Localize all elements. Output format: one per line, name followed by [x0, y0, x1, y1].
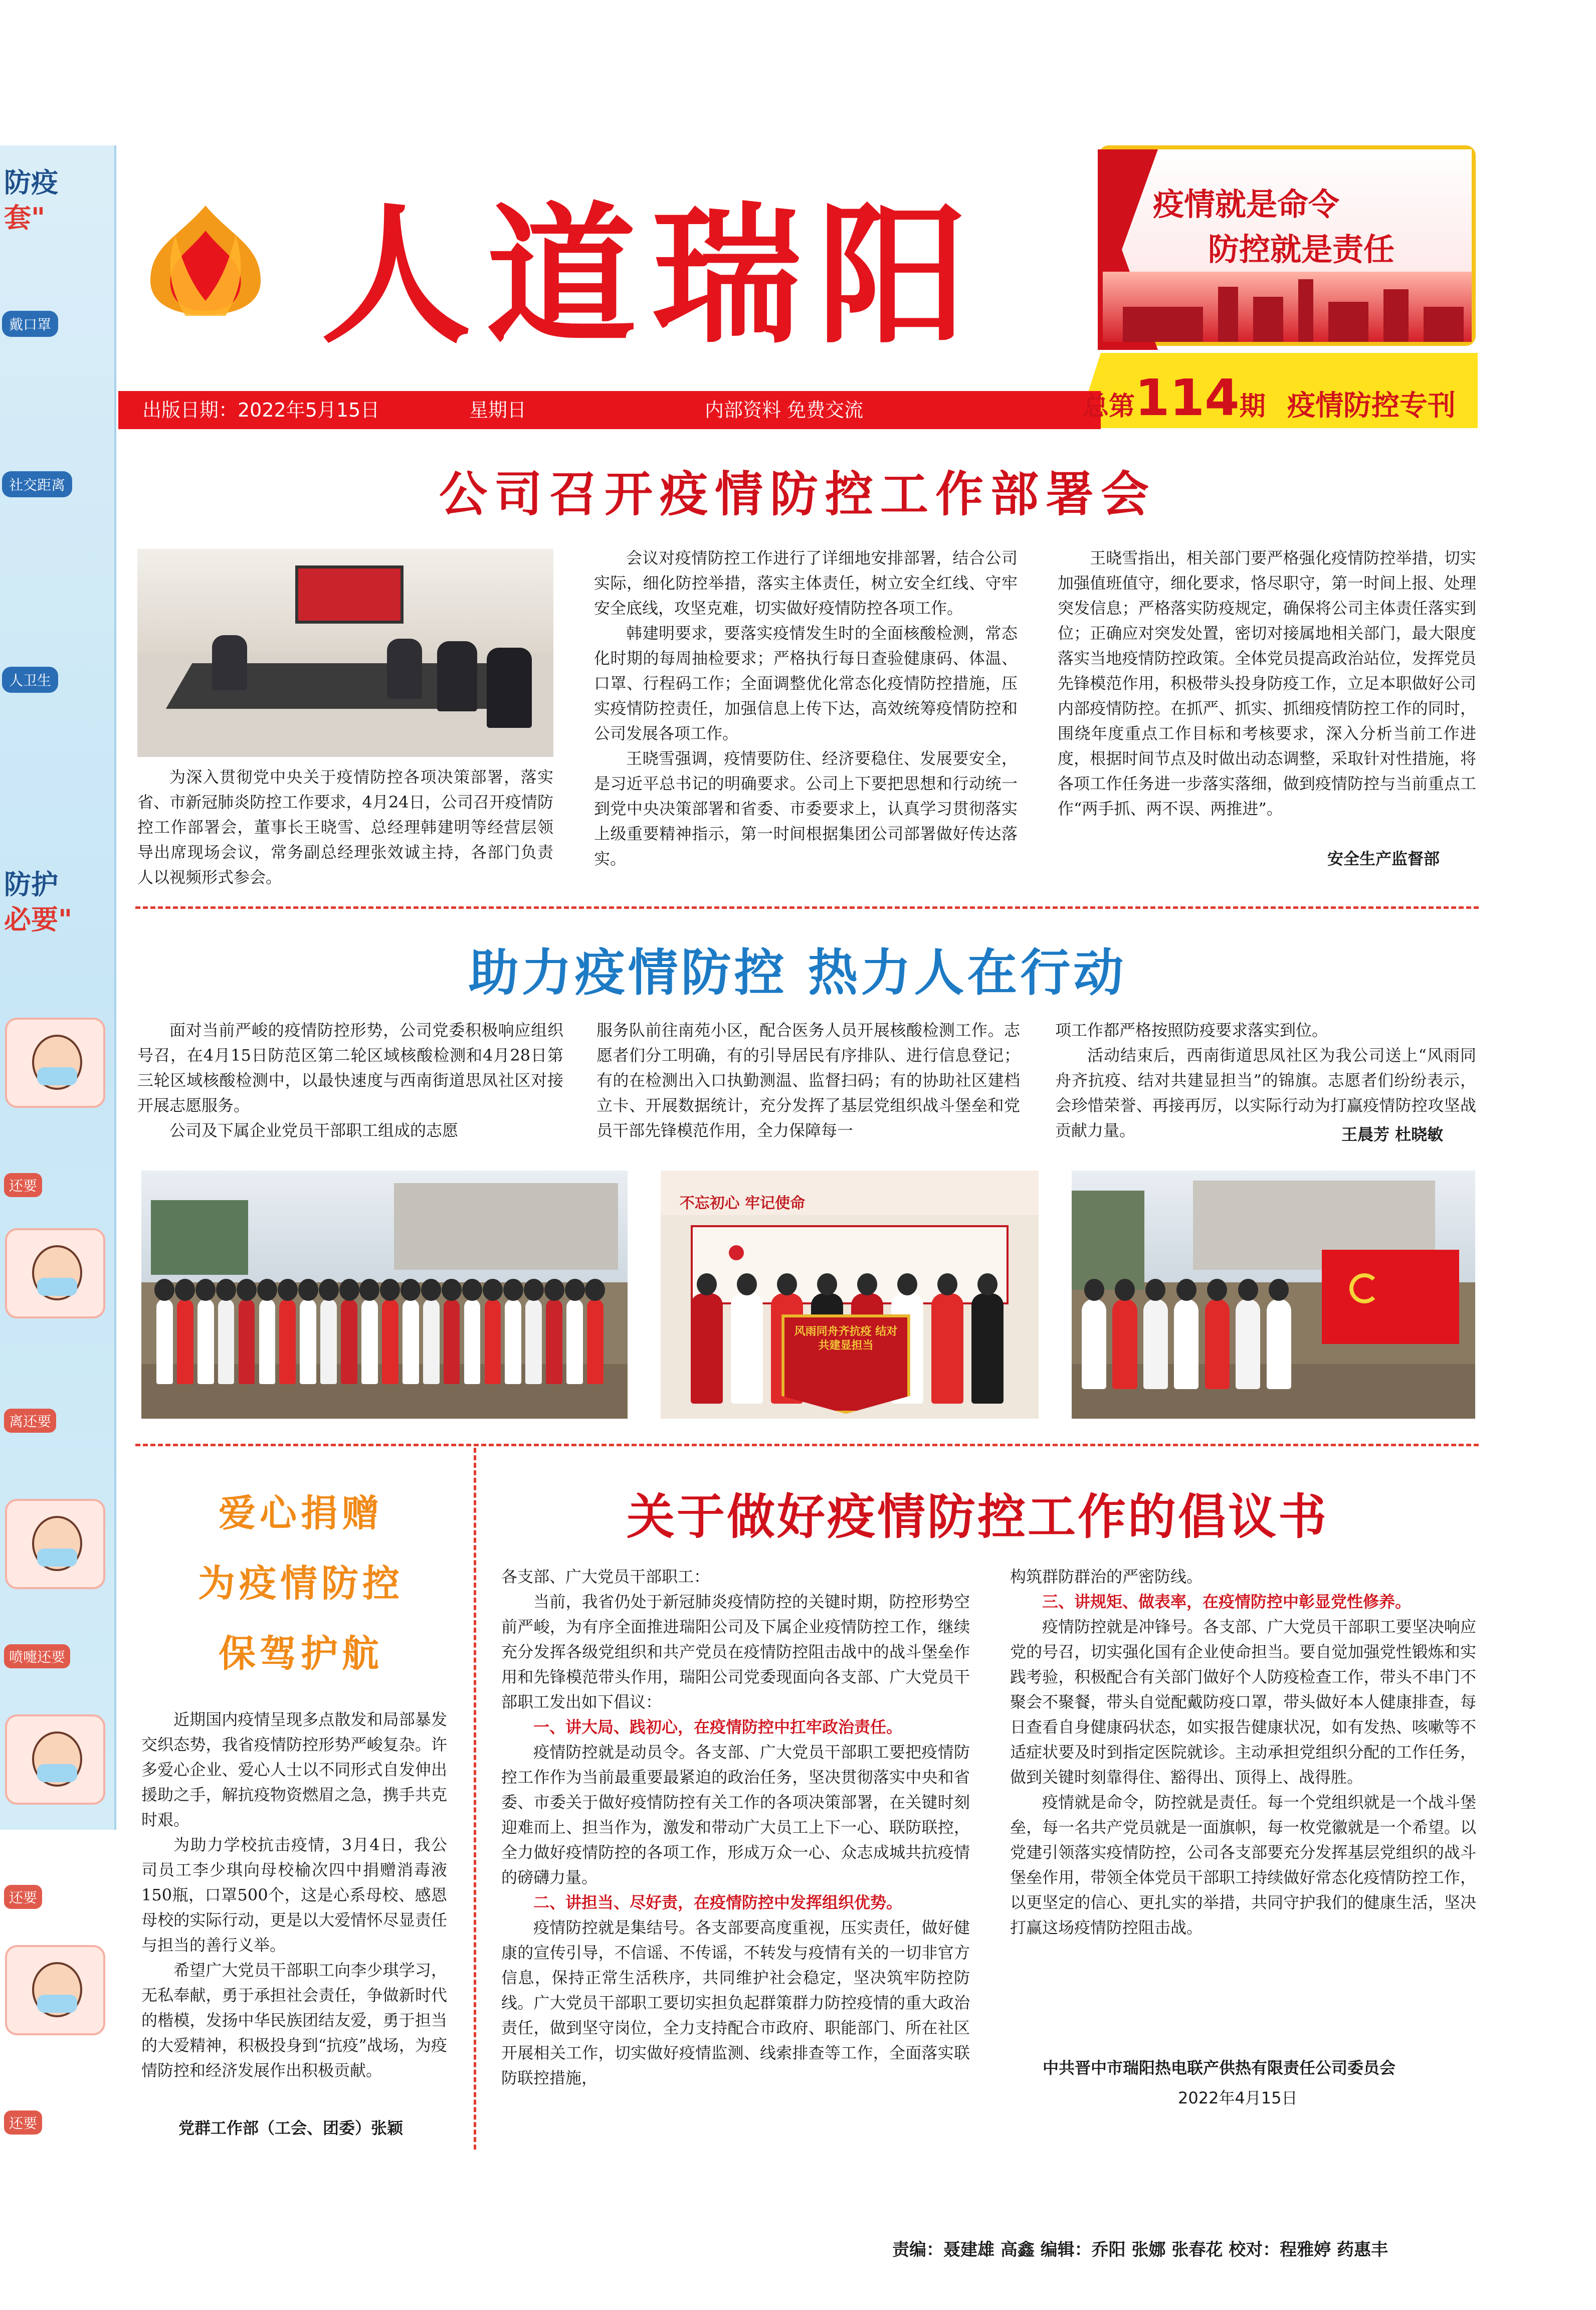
slogan-banner	[1099, 145, 1476, 346]
article4-section-title: 二、讲担当、尽好责，在疫情防控中发挥组织优势。	[533, 1893, 903, 1912]
flame-logo-icon	[135, 201, 276, 316]
section-divider	[135, 906, 1479, 909]
editorial-credits: 责编：聂建雄 高鑫 编辑：乔阳 张娜 张春花 校对：程雅婷 药惠丰	[892, 2240, 1388, 2260]
person-figure	[485, 1299, 501, 1384]
article4-section-title: 三、讲规矩、做表率，在疫情防控中彰显党性修养。	[1042, 1592, 1412, 1611]
article2-signature: 王晨芳 杜晓敏	[1341, 1125, 1444, 1144]
article3-paragraph: 近期国内疫情呈现多点散发和局部暴发交织态势，我省疫情防控形势严峻复杂。许多爱心企业、爱心人士以不同形式自发伸出援助之手，解抗疫物资燃眉之急，携手共克时艰。	[141, 1710, 447, 1829]
article4-paragraph: 疫情防控就是动员令。各支部、广大党员干部职工要把疫情防控工作作为当前最重要最紧迫的政治任务，坚决贯彻落实中央和省委、市委关于做好疫情防控有关工作的各项决策部署，在关键时刻迎难而上、担当作为，激发和带动广大员工上下一心、联防联控，全力做好疫情防控的各项工作，形成万众一心、众志成城共抗疫情的磅礴力量。	[501, 1743, 970, 1887]
sidebar-item-title: 防护	[4, 869, 58, 900]
sidebar-item-mask	[0, 311, 116, 337]
article1-paragraph: 会议对疫情防控工作进行了详细地安排部署，结合公司实际，细化防控举措，落实主体责任，树立安全红线、守牢安全底线，攻坚克难，切实做好疫情防控各项工作。	[594, 548, 1018, 618]
banner-line-1: 疫情就是命令	[1153, 186, 1340, 223]
person-figure	[1267, 1299, 1291, 1389]
article4-paragraph: 当前，我省仍处于新冠肺炎疫情防控的关键时期，防控形势空前严峻，为有序全面推进瑞阳公司及下属企业疫情防控工作，继续充分发挥各级党组织和共产党员在疫情防控阻击战中的战斗堡垒作用和先锋模范带头作用，瑞阳公司党委现面向各支部、广大党员干部职工发出如下倡议：	[501, 1592, 970, 1711]
article2-paragraph: 面对当前严峻的疫情防控形势，公司党委积极响应组织号召，在4月15日防范区第二轮区域核酸检测和4月28日第三轮区域核酸检测中，以最快速度与西南街道思凤社区对接开展志愿服务。	[137, 1021, 563, 1115]
person-figure	[1143, 1299, 1168, 1389]
sidebar-caption: 还要	[4, 2110, 42, 2135]
article3-title-line-2: 为疫情防控	[198, 1562, 404, 1605]
article1-paragraph: 王晓雪强调，疫情要防住、经济要稳住、发展要安全，是习近平总书记的明确要求。公司上下要把思想和行动统一到党中央决策部署和省委、市委要求上，认真学习贯彻落实上级重要精神指示，第一时间根据集团公司部署做好传达落实。	[594, 749, 1018, 868]
issue-number	[1083, 368, 1266, 427]
person-figure	[218, 1299, 235, 1384]
person-figure	[444, 1299, 460, 1384]
article4-paragraph: 疫情防控就是集结号。各支部要高度重视，压实责任，做好健康的宣传引导，不信谣、不传谣，不转发与疫情有关的一切非官方信息，保持正常生活秩序，共同维护社会稳定，坚决筑牢防控防线。广大党员干部职工要切实担负起群策群力防控疫情的重大政治责任，做到坚守岗位，全力支持配合市政府、职能部门、所在社区开展相关工作，切实做好疫情监测、线索排查等工作，全面落实联防联控措施，	[501, 1918, 970, 2087]
cartoon-distance-illustration	[5, 1228, 105, 1318]
issue-suffix: 期	[1239, 392, 1266, 422]
masthead-title: 人道瑞阳	[321, 187, 982, 364]
person-figure	[1174, 1299, 1199, 1389]
person-figure	[320, 1299, 337, 1384]
section-divider	[135, 1444, 1479, 1446]
article4-section-title: 一、讲大局、践初心，在疫情防控中扛牢政治责任。	[533, 1717, 903, 1737]
sidebar-chip: 人卫生	[2, 667, 58, 693]
person-figure	[971, 1293, 1004, 1404]
person-figure	[1112, 1299, 1137, 1389]
article4-signature: 中共晋中市瑞阳热电联产供热有限责任公司委员会	[1043, 2058, 1396, 2077]
sidebar-item-sub: 套"	[4, 202, 46, 234]
sidebar-chip: 社交距离	[2, 471, 72, 497]
person-figure	[403, 1299, 419, 1384]
article3-title-line-3: 保驾护航	[219, 1632, 383, 1675]
weekday: 星期日	[469, 399, 527, 421]
issue-prefix: 总第	[1083, 392, 1135, 422]
article3-paragraph: 为助力学校抗击疫情，3月4日，我公司员工李少琪向母校榆次四中捐赠消毒液150瓶，口罩500个，这是心系母校、感恩母校的实际行动，更是以大爱情怀尽显责任与担当的善行义举。	[141, 1835, 447, 1955]
person-figure	[566, 1299, 583, 1384]
date-bar	[118, 391, 1101, 429]
person-figure	[197, 1299, 214, 1384]
person-figure	[423, 1299, 440, 1384]
person-figure	[279, 1299, 296, 1384]
person-figure	[691, 1293, 723, 1404]
sidebar-caption: 离还要	[4, 1409, 56, 1433]
person-figure	[361, 1299, 378, 1384]
sidebar-caption: 还要	[4, 1885, 42, 1909]
person-figure	[464, 1299, 481, 1384]
person-figure	[525, 1299, 542, 1384]
volunteers-photo-1	[141, 1171, 628, 1419]
pennant-photo	[661, 1171, 1039, 1419]
sidebar-caption: 还要	[4, 1173, 42, 1197]
article1-column-1	[137, 764, 553, 890]
issue-num: 114	[1135, 368, 1240, 427]
article4-paragraph: 疫情就是命令，防控就是责任。每一个党组织就是一个战斗堡垒，每一名共产党员就是一面旗帜，每一枚党徽就是一个希望。以党建引领落实疫情防控，公司各支部要充分发挥基层党组织的战斗堡垒作用，带领全体党员干部职工持续做好常态化疫情防控工作，以更坚定的信心、更扎实的举措，共同守护我们的健康生活，坚决打赢这场疫情防控阻击战。	[1010, 1793, 1476, 1937]
article4-column-2	[1010, 1564, 1476, 1940]
person-figure	[931, 1293, 963, 1404]
sidebar-item-protection	[0, 867, 116, 937]
article1-headline: 公司召开疫情防控工作部署会	[439, 466, 1156, 522]
person-figure	[587, 1299, 604, 1384]
photo-wall-slogan: 不忘初心 牢记使命	[679, 1194, 806, 1212]
article2-paragraph: 项工作都严格按照防疫要求落实到位。	[1055, 1021, 1328, 1040]
publish-date: 出版日期：2022年5月15日	[142, 399, 380, 421]
sidebar-item-hygiene	[0, 667, 116, 693]
pennant-text: 风雨同舟齐抗疫 结对共建显担当	[794, 1324, 898, 1352]
person-figure	[1205, 1299, 1230, 1389]
article1-column-3	[1058, 545, 1476, 821]
article1-paragraph: 王晓雪指出，相关部门要严格强化疫情防控举措，切实加强值班值守，细化要求，恪尽职守，第一时间上报、处理突发信息；严格落实防疫规定，确保将公司主体责任落实到位；正确应对突发处置，密切对接属地相关部门，最大限度落实当地疫情防控政策。全体党员提高政治站位，发挥党员先锋模范作用，积极带头投身防疫工作，立足本职做好公司内部疫情防控。在抓严、抓实、抓细疫情防控工作的同时，围绕年度重点工作目标和考核要求，深入分析当前工作进度，根据时间节点及时做出动态调整，采取针对性措施，将各项工作任务进一步落实落细，做到疫情防控与当前重点工作“两手抓、两不误、两推进”。	[1058, 548, 1476, 818]
article3-paragraph: 希望广大党员干部职工向李少琪学习，无私奉献，勇于承担社会责任，争做新时代的楷模，发扬中华民族团结友爱，勇于担当的大爱精神，积极投身到“抗疫”战场，为疫情防控和经济发展作出积极贡献。	[141, 1961, 447, 2080]
sidebar-caption: 喷嚏还要	[4, 1644, 70, 1668]
side-strip	[0, 145, 116, 2132]
article1-paragraph: 为深入贯彻党中央关于疫情防控各项决策部署，落实省、市新冠肺炎防控工作要求，4月24日，公司召开疫情防控工作部署会，董事长王晓雪、总经理韩建明等经营层领导出席现场会议，常务副总经理张效诚主持，各部门负责人以视频形式参会。	[137, 767, 553, 887]
person-figure	[341, 1299, 357, 1384]
article1-paragraph: 韩建明要求，要落实疫情发生时的全面核酸检测，常态化时期的每周抽检要求；严格执行每日查验健康码、体温、口罩、行程码工作；全面调整优化常态化疫情防控措施，压实疫情防控责任，加强信息上传下达，高效统筹疫情防控和公司发展各项工作。	[594, 624, 1018, 743]
person-figure	[382, 1299, 398, 1384]
internal-note: 内部资料 免费交流	[705, 399, 864, 421]
person-figure	[1082, 1299, 1106, 1389]
column-divider	[474, 1448, 476, 2150]
banner-line-2: 防控就是责任	[1208, 231, 1395, 268]
person-figure	[239, 1299, 255, 1384]
cartoon-window-illustration	[5, 1945, 105, 2035]
cartoon-sneeze-illustration	[5, 1499, 105, 1589]
article2-column-2	[596, 1018, 1020, 1143]
cityscape-image	[1103, 272, 1472, 342]
person-figure	[546, 1299, 562, 1384]
article3-title-line-1: 爱心捐赠	[219, 1492, 383, 1535]
article4-headline: 关于做好疫情防控工作的倡议书	[627, 1488, 1328, 1545]
article1-column-2	[594, 545, 1018, 871]
article4-paragraph: 构筑群防群治的严密防线。	[1010, 1567, 1203, 1586]
person-figure	[177, 1299, 193, 1384]
meeting-photo	[137, 549, 553, 757]
party-emblem-icon	[729, 1245, 744, 1260]
person-figure	[731, 1293, 763, 1404]
person-figure	[300, 1299, 316, 1384]
special-edition-label: 疫情防控专刊	[1287, 390, 1456, 422]
article2-paragraph: 服务队前往南苑小区，配合医务人员开展核酸检测工作。志愿者们分工明确，有的引导居民有序排队、进行信息登记；有的在检测出入口执勤测温、监督扫码；有的协助社区建档立卡、开展数据统计，充分发挥了基层党组织战斗堡垒和党员干部先锋模范作用，全力保障每一	[596, 1021, 1020, 1140]
article4-salutation: 各支部、广大党员干部职工：	[501, 1567, 710, 1586]
sidebar-item-sub: 必要"	[4, 904, 73, 935]
person-figure	[1236, 1299, 1260, 1389]
article2-paragraph: 活动结束后，西南街道思凤社区为我公司送上“风雨同舟齐抗疫、结对共建显担当”的锦旗。志愿者们纷纷表示，会珍惜荣誉、再接再厉，以实际行动为打赢疫情防控攻坚战贡献力量。	[1055, 1046, 1476, 1140]
sidebar-item-distance	[0, 471, 116, 497]
sidebar-item-prevention	[0, 165, 116, 236]
article3-body	[141, 1707, 447, 2083]
cartoon-handwash-illustration	[5, 1714, 105, 1805]
article4-column-1	[501, 1564, 970, 2090]
article1-signature: 安全生产监督部	[1327, 849, 1440, 868]
article3-signature: 党群工作部（工会、团委）张颖	[178, 2119, 404, 2138]
article4-paragraph: 疫情防控就是冲锋号。各支部、广大党员干部职工要坚决响应党的号召，切实强化国有企业使命担当。要自觉加强党性锻炼和实践考验，积极配合有关部门做好个人防疫检查工作，带头不串门不聚会不聚餐，带头自觉配戴防疫口罩，带头做好本人健康排查，每日查看自身健康码状态，如实报告健康状况，如有发热、咳嗽等不适症状要及时到指定医院就诊。主动承担党组织分配的工作任务，做到关键时刻靠得住、豁得出、顶得上、战得胜。	[1010, 1617, 1476, 1787]
sidebar-item-title: 防疫	[4, 167, 58, 199]
person-figure	[259, 1299, 276, 1384]
person-figure	[156, 1299, 173, 1384]
sidebar-chip: 戴口罩	[2, 311, 58, 337]
person-figure	[505, 1299, 521, 1384]
article2-column-1	[137, 1018, 563, 1143]
party-flag	[1322, 1250, 1459, 1344]
volunteers-photo-2	[1072, 1171, 1475, 1419]
article4-date: 2022年4月15日	[1178, 2088, 1298, 2107]
cartoon-mask-illustration	[5, 1018, 105, 1108]
article2-paragraph: 公司及下属企业党员干部职工组成的志愿	[169, 1121, 459, 1140]
article2-headline: 助力疫情防控 热力人在行动	[468, 943, 1127, 1002]
